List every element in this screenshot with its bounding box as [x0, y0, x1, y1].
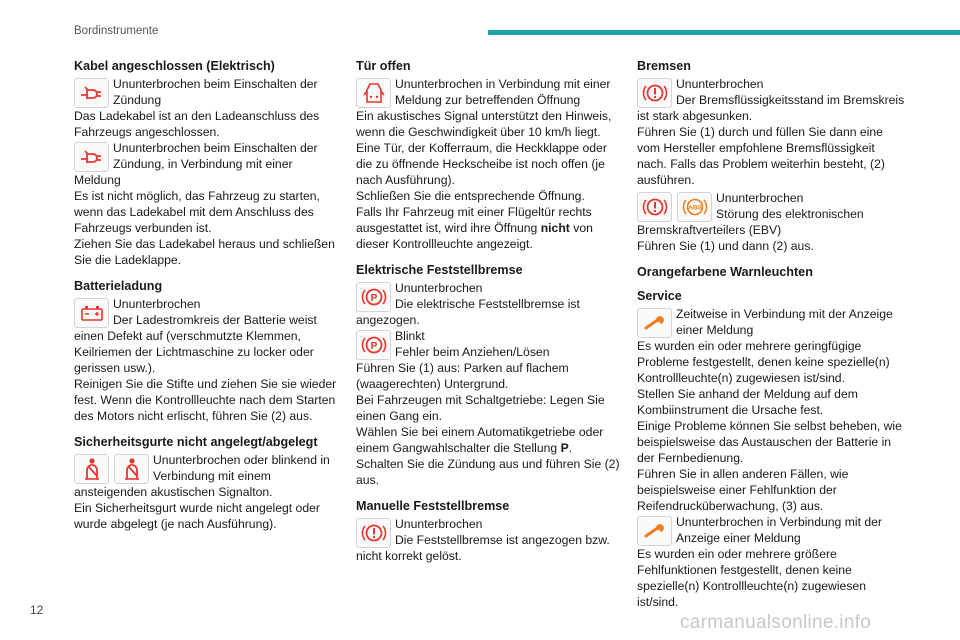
section-title: Sicherheitsgurte nicht angelegt/abgelegt — [74, 435, 318, 449]
body-text: Der Ladestromkreis der Batterie weist einen Defekt auf (verschmutzte Klemmen, Keilriemen der Lichtmaschine zu locker oder gerissen usw.). — [74, 313, 317, 375]
body-text: Es ist nicht möglich, das Fahrzeug zu starten, wenn das Ladekabel mit dem Anschluss des Fahrzeugs verbunden ist. — [74, 189, 320, 235]
warning-row — [356, 516, 624, 564]
state-text: Ununterbrochen — [676, 77, 764, 91]
column-2 — [356, 58, 624, 574]
warning-row — [74, 452, 340, 500]
icon-group — [637, 308, 672, 338]
icon-group — [74, 78, 109, 108]
section-title: Batterieladung — [74, 279, 163, 293]
text-part: Falls Ihr Fahrzeug mit einer Flügeltür rechts ausgestattet ist, wird ihre Öffnung — [356, 205, 592, 235]
warning-row — [74, 76, 340, 108]
section-door — [356, 58, 624, 252]
body-text: Fehler beim Anziehen/Lösen — [395, 345, 550, 359]
icon-group — [356, 330, 391, 360]
body-text — [356, 424, 624, 456]
column-1 — [74, 58, 340, 542]
section-title: Elektrische Feststellbremse — [356, 263, 523, 277]
body-text: Bei Fahrzeugen mit Schaltgetriebe: Legen Sie einen Gang ein. — [356, 393, 605, 423]
section-title: Kabel angeschlossen (Elektrisch) — [74, 59, 275, 73]
abs-label: ABS — [687, 204, 702, 212]
section-brakes — [637, 58, 905, 254]
charging-cable-icon — [74, 78, 109, 108]
door-open-icon — [356, 78, 391, 108]
seatbelt-icon — [114, 454, 149, 484]
icon-group — [637, 78, 672, 108]
body-text: Die Feststellbremse ist angezogen bzw. nicht korrekt gelöst. — [356, 533, 610, 563]
header-accent-bar — [488, 30, 960, 35]
state-text: Ununterbrochen in Verbindung mit der Anzeige einer Meldung — [676, 515, 882, 545]
parking-brake-icon — [356, 330, 391, 360]
body-text: Eine Tür, der Kofferraum, die Heckklappe oder die zu öffnende Heckscheibe ist noch offen (je nach Ausführung). — [356, 141, 607, 187]
body-text: Ein akustisches Signal unterstützt den Hinweis, wenn die Geschwindigkeit über 10 km/h liegt. — [356, 109, 612, 139]
warning-row — [356, 76, 624, 108]
body-text: Einige Probleme können Sie selbst beheben, wie beispielsweise das Austauschen der Batterie in der Fernbedienung. — [637, 419, 902, 465]
body-text: Stellen Sie anhand der Meldung auf dem Kombiinstrument die Ursache fest. — [637, 387, 858, 417]
column-3 — [637, 58, 905, 620]
brake-warning-icon — [637, 192, 672, 222]
warning-row — [356, 328, 624, 360]
text-part: . — [568, 441, 573, 455]
body-text: Führen Sie (1) und dann (2) aus. — [637, 239, 814, 253]
state-text: Ununterbrochen — [716, 191, 804, 205]
section-battery — [74, 278, 340, 424]
battery-icon — [74, 298, 109, 328]
svg-text:P: P — [370, 341, 377, 352]
emphasis-text: P — [560, 441, 569, 455]
body-text: Störung des elektronischen Bremskraftverteilers (EBV) — [637, 207, 864, 237]
brake-warning-icon — [356, 518, 391, 548]
icon-group — [356, 78, 391, 108]
brake-warning-icon — [637, 78, 672, 108]
body-text — [356, 204, 624, 252]
body-text: Es wurden ein oder mehrere geringfügige Probleme festgestellt, denen keine spezielle(n) Kontrollleuchte(n) zugewiesen ist/sind. — [637, 339, 890, 385]
wrench-icon — [637, 516, 672, 546]
section-header: Bordinstrumente — [74, 25, 159, 37]
text-part: Wählen Sie bei einem Automatikgetriebe oder einem Gangwahlschalter die Stellung — [356, 425, 604, 455]
section-seatbelt — [74, 434, 340, 532]
state-text: Ununterbrochen beim Einschalten der Zündung — [113, 77, 318, 107]
body-text: Der Bremsflüssigkeitsstand im Bremskreis ist stark abgesunken. — [637, 93, 905, 123]
text-part: von dieser Kontrollleuchte angezeigt. — [356, 221, 593, 251]
warning-row — [356, 280, 624, 328]
section-title: Manuelle Feststellbremse — [356, 499, 510, 513]
state-text: Ununterbrochen — [395, 517, 483, 531]
body-text: Ein Sicherheitsgurt wurde nicht angelegt oder wurde abgelegt (je nach Ausführung). — [74, 501, 320, 531]
state-text: Ununterbrochen beim Einschalten der Zündung, in Verbindung mit einer Meldung — [74, 141, 318, 187]
icon-group — [637, 516, 672, 546]
body-text: Schalten Sie die Zündung aus und führen Sie (2) aus. — [356, 457, 620, 487]
body-text: Führen Sie (1) aus: Parken auf flachem (waagerechten) Untergrund. — [356, 361, 569, 391]
body-text: Das Ladekabel ist an den Ladeanschluss des Fahrzeugs angeschlossen. — [74, 109, 320, 139]
body-text: Schließen Sie die entsprechende Öffnung. — [356, 189, 585, 203]
section-title: Service — [637, 289, 682, 303]
state-text: Zeitweise in Verbindung mit der Anzeige einer Meldung — [676, 307, 893, 337]
section-title: Tür offen — [356, 59, 411, 73]
parking-brake-icon — [356, 282, 391, 312]
state-text: Ununterbrochen — [113, 297, 201, 311]
body-text: Führen Sie in allen anderen Fällen, wie beispielsweise einer Fehlfunktion der Reifendrucküberwachung, (3) aus. — [637, 467, 849, 513]
body-text: Reinigen Sie die Stifte und ziehen Sie sie wieder fest. Wenn die Kontrollleuchte nach dem Starten des Motors nicht erlischt, führen Sie (2) aus. — [74, 377, 337, 423]
state-text: Ununterbrochen in Verbindung mit einer Meldung zur betreffenden Öffnung — [395, 77, 611, 107]
icon-group — [356, 282, 391, 312]
orange-warnings-heading: Orangefarbene Warnleuchten — [637, 265, 813, 279]
warning-row — [637, 190, 905, 238]
section-electric-parking-brake — [356, 262, 624, 488]
warning-row — [74, 296, 340, 376]
abs-icon — [677, 192, 712, 222]
seatbelt-icon — [74, 454, 109, 484]
page-number: 12 — [30, 603, 44, 617]
warning-row — [637, 306, 905, 338]
emphasis-text: nicht — [540, 221, 570, 235]
icon-group — [637, 192, 712, 222]
svg-text:P: P — [370, 293, 377, 304]
watermark: carmanualsonline.info — [680, 612, 872, 633]
icon-group — [74, 142, 109, 172]
state-text: Ununterbrochen oder blinkend in Verbindung mit einem ansteigenden akustischen Signalton. — [74, 453, 330, 499]
warning-row — [637, 76, 905, 124]
warning-row — [637, 514, 905, 546]
state-text: Ununterbrochen — [395, 281, 483, 295]
body-text: Ziehen Sie das Ladekabel heraus und schließen Sie die Ladeklappe. — [74, 237, 335, 267]
body-text: Die elektrische Feststellbremse ist angezogen. — [356, 297, 580, 327]
warning-row — [74, 140, 340, 188]
section-title: Bremsen — [637, 59, 691, 73]
icon-group — [74, 298, 109, 328]
section-manual-parking-brake — [356, 498, 624, 564]
section-cable — [74, 58, 340, 268]
icon-group — [356, 518, 391, 548]
body-text: Es wurden ein oder mehrere größere Fehlfunktionen festgestellt, denen keine spezielle(n) Kontrollleuchte(n) zugewiesen ist/sind. — [637, 547, 866, 609]
charging-cable-icon — [74, 142, 109, 172]
wrench-icon — [637, 308, 672, 338]
icon-group — [74, 454, 149, 484]
section-service — [637, 288, 905, 610]
body-text: Führen Sie (1) durch und füllen Sie dann eine vom Hersteller empfohlene Bremsflüssigkeit nach. Falls das Problem weiterhin besteht, (2) ausführen. — [637, 125, 885, 187]
state-text: Blinkt — [395, 329, 425, 343]
